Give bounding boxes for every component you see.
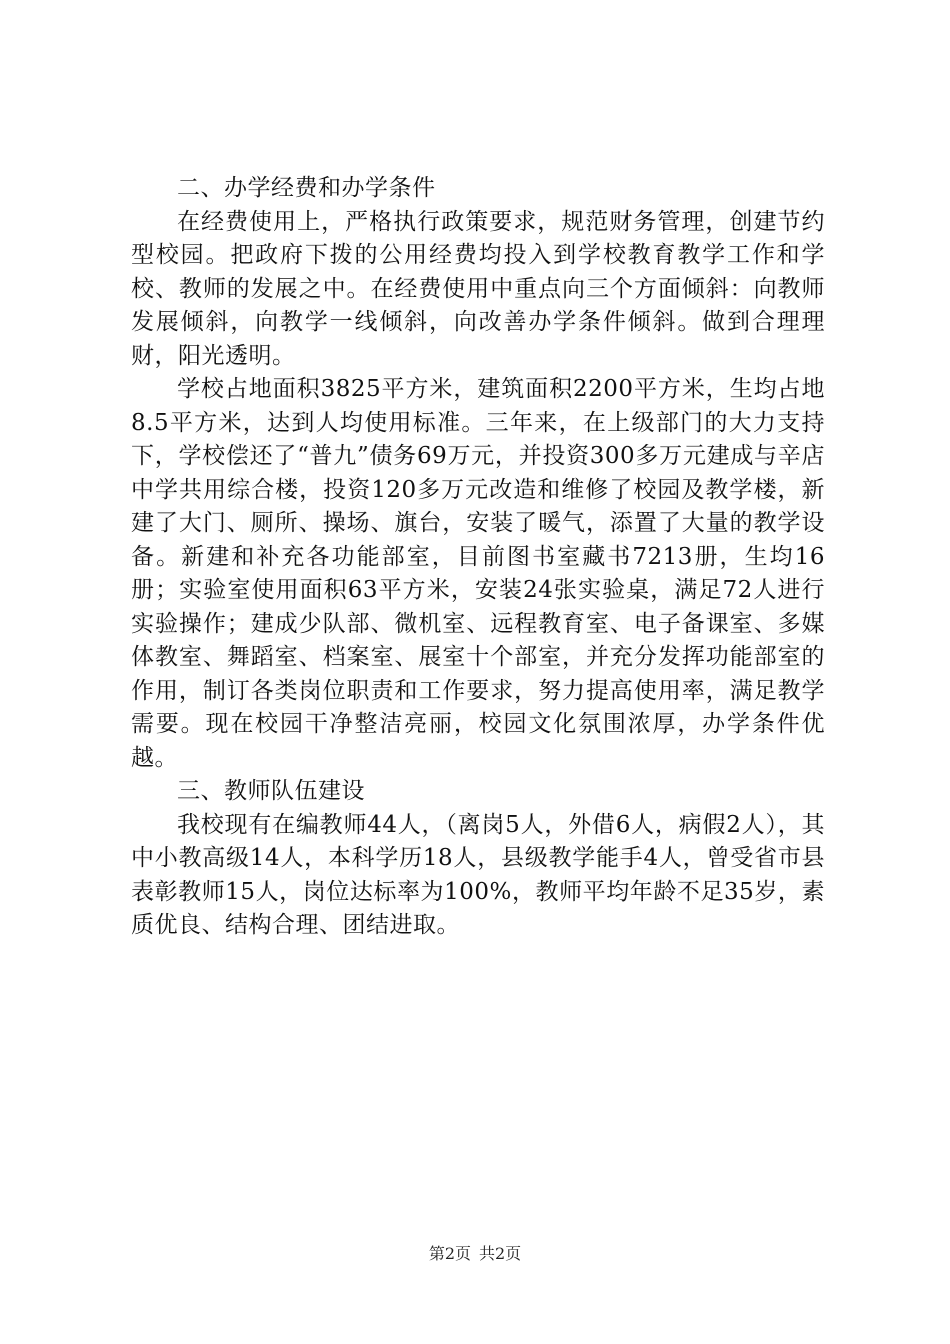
paragraph-facilities: 学校占地面积3825平方米，建筑面积2200平方米，生均占地8.5平方米，达到人均使用标准。三年来，在上级部门的大力支持下，学校偿还了“普九”债务69万元，并投资300多万元建成与辛店中学共用综合楼，投资120多万元改造和维修了校园及教学楼，新建了大门、厕所、操场、旗台，安装了暖气，添置了大量的教学设备。新建和补充各功能部室，目前图书室藏书7213册，生均16册；实验室使用面积63平方米，安装24张实验桌，满足72人进行实验操作；建成少队部、微机室、远程教育室、电子备课室、多媒体教室、舞蹈室、档案室、展室十个部室，并充分发挥功能部室的作用，制订各类岗位职责和工作要求，努力提高使用率，满足教学需要。现在校园干净整洁亮丽，校园文化氛围浓厚，办学条件优越。 — [131, 376, 825, 771]
paragraph-teachers: 我校现有在编教师44人，（离岗5人，外借6人，病假2人），其中小教高级14人，本科学历18人，县级教学能手4人，曾受省市县表彰教师15人，岗位达标率为100%，教师平均年龄不足35岁，素质优良、结构合理、团结进取。 — [131, 811, 825, 938]
document-body — [131, 172, 825, 943]
page-number: 第2页 — [428, 1244, 471, 1263]
section-heading-funding: 二、办学经费和办学条件 — [177, 175, 436, 201]
section-heading-teachers: 三、教师队伍建设 — [177, 778, 365, 804]
page-total: 共2页 — [479, 1244, 522, 1263]
paragraph-funding-usage: 在经费使用上，严格执行政策要求，规范财务管理，创建节约型校园。把政府下拨的公用经费均投入到学校教育教学工作和学校、教师的发展之中。在经费使用中重点向三个方面倾斜：向教师发展倾斜，向教学一线倾斜，向改善办学条件倾斜。做到合理理财，阳光透明。 — [131, 208, 825, 369]
page-footer — [0, 1244, 950, 1264]
